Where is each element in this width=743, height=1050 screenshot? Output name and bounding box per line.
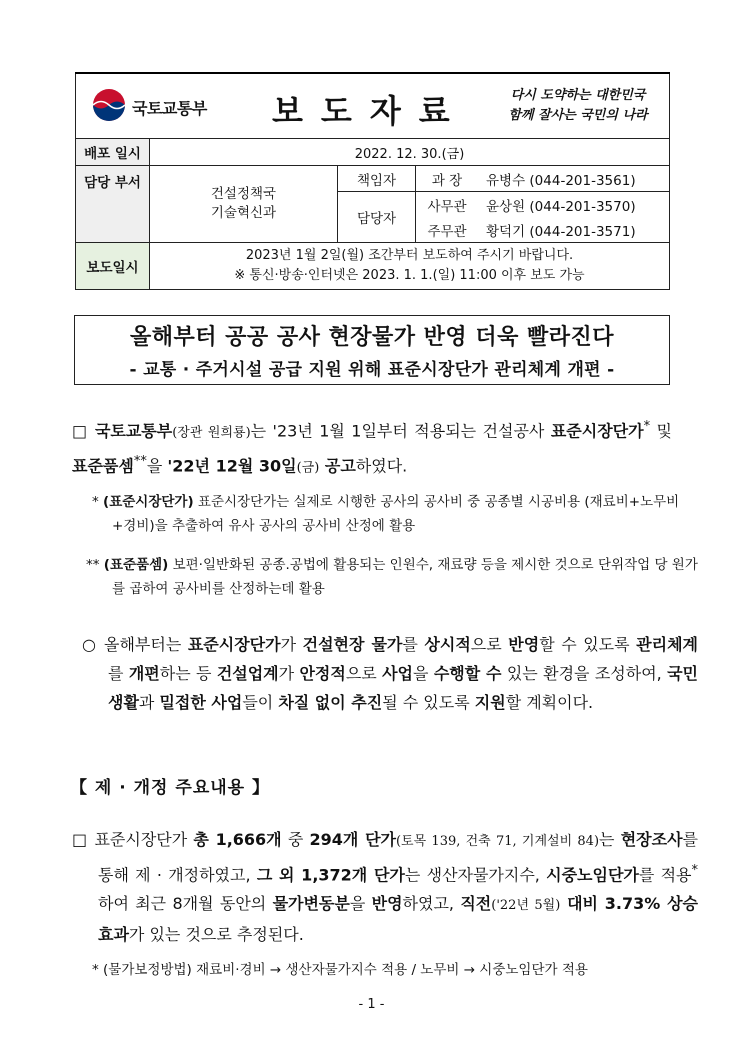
square-bullet: □: [72, 830, 89, 849]
text-run: 표준시장단가는 실제로 시행한 공사의 공사비 중 공종별 시공비용 (재료비+노무비+경비)을 추출하여 유사 공사의 공사비 산정에 활용: [112, 494, 680, 534]
text-run: (표준시장단가): [103, 494, 194, 510]
text-run: 할 수 있도록: [539, 635, 637, 654]
text-run: 표준시장단가: [94, 830, 194, 849]
text-run: 반영: [371, 894, 403, 914]
text-run: 밀접한 사업: [159, 693, 243, 712]
slogan: [498, 86, 658, 126]
text-run: 표준시장단가: [550, 421, 644, 441]
text-run: 올해부터는: [104, 635, 188, 654]
text-run: 국민 생활: [108, 664, 699, 712]
text-run: 반영: [508, 635, 540, 654]
release-notice: [150, 243, 670, 290]
header-banner: [76, 73, 670, 139]
text-run: 할 계획이다.: [505, 693, 594, 712]
text-run: 하여 최근 8개월 동안의: [98, 894, 273, 914]
text-run: 총 1,666개: [193, 830, 282, 849]
press-release-header: [75, 72, 670, 290]
dept-name: [150, 166, 338, 243]
text-run: 가: [278, 664, 300, 683]
contact2-name: 황덕기 (044-201-3571): [486, 223, 636, 240]
ministry-name: 국토교통부: [132, 99, 207, 118]
text-run: 차질 없이 추진: [278, 693, 383, 712]
contact1-name: 윤상원 (044-201-3570): [486, 198, 636, 215]
contact-persons: [416, 192, 670, 243]
contact2-title: 주무관: [427, 223, 467, 240]
text-run: 을: [349, 894, 372, 914]
distribution-label: 배포 일시: [76, 139, 150, 166]
text-run: '22년 12월 30일: [167, 456, 297, 476]
text-run: 과: [138, 693, 160, 712]
text-run: 현장조사: [620, 830, 683, 849]
text-run: (장관 원희룡): [172, 425, 251, 441]
text-run: 공고: [319, 456, 356, 476]
text-run: 는: [599, 830, 621, 849]
text-run: *: [92, 494, 99, 510]
release-line-2: ※ 통신·방송·인터넷은 2023. 1. 1.(일) 11:00 이후 보도 가능: [234, 268, 585, 283]
text-run: 개편: [128, 664, 160, 683]
text-run: 국토교통부: [94, 421, 173, 441]
responsible-name: 유병수 (044-201-3561): [486, 172, 636, 189]
text-run: **: [86, 557, 100, 573]
text-run: 안정적: [299, 664, 346, 683]
text-run: 294개 단가: [309, 830, 396, 849]
text-run: 을: [146, 456, 168, 476]
paragraph-revisions: [72, 825, 698, 949]
text-run: 표준시장단가: [187, 635, 281, 654]
text-run: 가: [280, 635, 303, 654]
text-run: 물가변동분: [272, 894, 350, 914]
text-run: 를 통해 제 · 개정하였고,: [98, 830, 698, 885]
text-run: 는 '23년 1월 1일부터 적용되는 건설공사: [250, 421, 551, 441]
text-run: 건설현장 물가: [302, 635, 403, 654]
text-run: 하였다.: [355, 456, 408, 476]
press-release-title: 보도자료: [272, 92, 468, 130]
responsible-label: 책임자: [338, 166, 416, 192]
responsible-person: [416, 166, 670, 192]
section-heading: 【 제 · 개정 주요내용 】: [70, 778, 271, 798]
text-run: 및: [650, 421, 672, 441]
text-run: 대비 3.73% 상승효과: [98, 894, 699, 945]
release-line-1: 2023년 1월 2일(월) 조간부터 보도하여 주시기 바랍니다.: [245, 248, 574, 263]
text-run: 가 있는 것으로 추정된다.: [128, 925, 304, 945]
dept-line-1: 건설정책국: [210, 186, 277, 202]
text-run: 으로: [345, 664, 383, 683]
contact1-title: 사무관: [427, 198, 467, 215]
paragraph-announcement: [72, 412, 672, 483]
distribution-date: 2022. 12. 30.(금): [150, 139, 670, 166]
paragraph-plan: [82, 630, 698, 717]
text-run: 하였고,: [402, 894, 461, 914]
text-run: 를 적용: [638, 865, 692, 885]
square-bullet: □: [72, 421, 89, 441]
text-run: 으로: [470, 635, 509, 654]
footnote-standard-estimate: [86, 553, 698, 601]
headline-box: [74, 315, 670, 385]
subheadline: - 교통 · 주거시설 공급 지원 위해 표준시장단가 관리체계 개편 -: [129, 360, 615, 380]
text-run: 하는 등: [159, 664, 217, 683]
contact-label: 담당자: [338, 192, 416, 243]
text-run: 그 외 1,372개 단가: [256, 865, 405, 885]
responsible-title: 과 장: [431, 172, 463, 189]
text-run: 건설업계: [216, 664, 279, 683]
text-run: 관리체계: [636, 635, 698, 654]
text-run: 표준품셈: [72, 456, 134, 476]
text-run: 지원: [474, 693, 506, 712]
footnote-price-adjustment: * (물가보정방법) 재료비·경비 → 생산자물가지수 적용 / 노무비 → 시중노임단가 적용: [92, 962, 588, 978]
text-run: (금): [296, 460, 320, 476]
headline: 올해부터 공공 공사 현장물가 반영 더욱 빨라진다: [130, 325, 614, 350]
slogan-line-2: 함께 잘사는 국민의 나라: [508, 108, 648, 123]
text-run: 를: [402, 635, 425, 654]
text-run: 시중노임단가: [546, 865, 639, 885]
text-run: 수행할 수: [433, 664, 502, 683]
text-run: 상시적: [424, 635, 471, 654]
slogan-line-1: 다시 도약하는 대한민국: [510, 88, 646, 103]
government-emblem-icon: [92, 88, 126, 122]
dept-line-2: 기술혁신과: [210, 205, 277, 221]
text-run: 는 생산자물가지수,: [404, 865, 547, 885]
text-run: (토목 139, 건축 71, 기계설비 84): [395, 834, 600, 849]
text-run: 들이: [242, 693, 279, 712]
text-run: 있는 환경을 조성하여,: [501, 664, 668, 683]
text-run: 직전: [460, 894, 492, 914]
text-run: *: [691, 863, 699, 878]
text-run: (표준품셈): [103, 557, 169, 573]
text-run: 보편·일반화된 공종.공법에 활용되는 인원수, 재료량 등을 제시한 것으로 단위작업 당 원가를 곱하여 공사비를 산정하는데 활용: [112, 557, 698, 597]
release-label: 보도일시: [76, 243, 150, 290]
text-run: 될 수 있도록: [382, 693, 475, 712]
dept-label: 담당 부서: [76, 166, 150, 243]
text-run: 를: [108, 664, 129, 683]
text-run: *: [643, 419, 651, 434]
circle-bullet: ○: [82, 635, 98, 654]
text-run: 을: [413, 664, 434, 683]
text-run: **: [133, 454, 147, 470]
page-number: - 1 -: [358, 997, 385, 1012]
text-run: 중: [281, 830, 310, 849]
text-run: 사업: [382, 664, 414, 683]
footnote-standard-market-price: [92, 490, 692, 538]
text-run: ('22년 5월): [491, 898, 561, 914]
